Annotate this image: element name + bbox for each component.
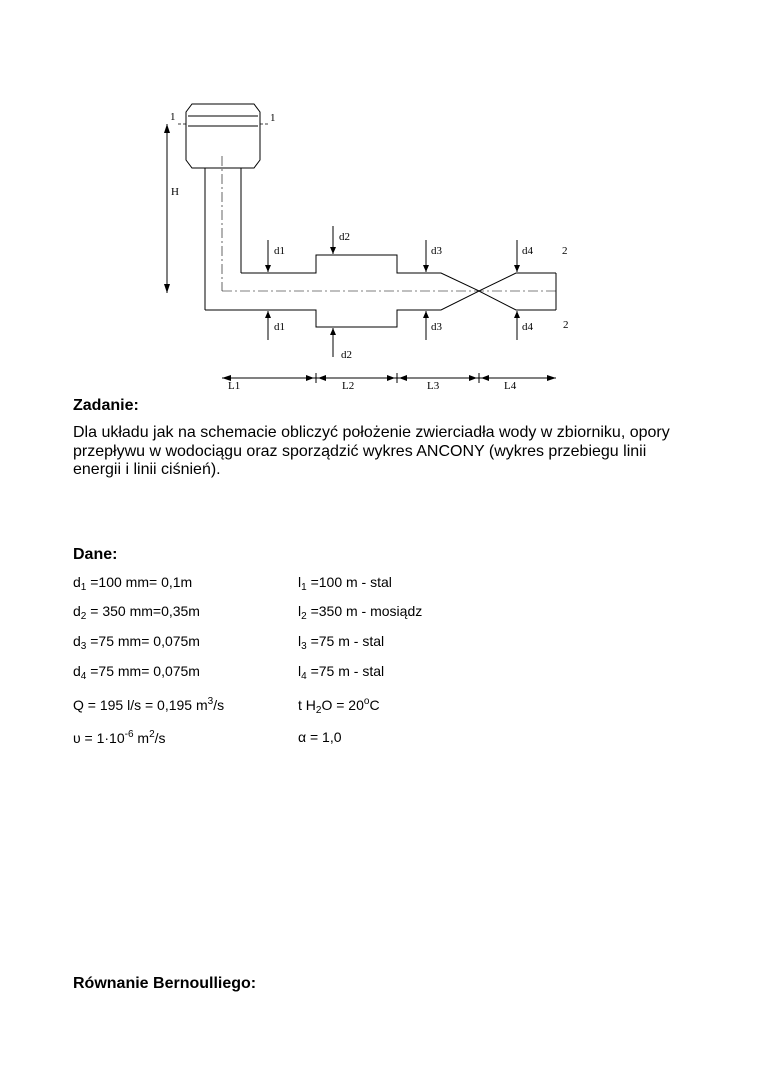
d4-top-label: d4 [522, 245, 533, 257]
pipe-centerline [222, 156, 558, 291]
d4-bottom-label: d4 [522, 321, 533, 333]
pipe-system-diagram [0, 0, 760, 400]
d1-top-label: d1 [274, 245, 285, 257]
height-arrow-top [164, 124, 170, 133]
given-d2: $d_2 = 350$ mm=0,35m [73, 603, 200, 622]
given-d3: $d_3 =75$ mm= 0,075m [73, 633, 200, 652]
section-1-right-label: 1 [270, 112, 276, 124]
d1-bottom-label: d1 [274, 321, 285, 333]
d2-bottom-label: d2 [341, 349, 352, 361]
L4-label: L4 [504, 380, 517, 392]
section-2-bottom-label: 2 [563, 319, 569, 331]
given-d4: $d_4 =75$ mm= 0,075m [73, 663, 200, 682]
diameter-arrows-bottom [268, 311, 517, 357]
height-arrow-bottom [164, 284, 170, 293]
L3-label: L3 [427, 380, 440, 392]
given-l4: $l_4 =75$ m - stal [298, 663, 385, 682]
given-viscosity: $\upsilon = 1\cdot 10^{-6}$ $m^2/s$ [73, 729, 166, 746]
tank [186, 104, 260, 168]
given-alpha: α = 1,0 [298, 729, 342, 745]
given-d1: $d_1 =100$ mm= 0,1m [73, 574, 193, 593]
section-2-top-label: 2 [562, 245, 568, 257]
d2-top-label: d2 [339, 231, 350, 243]
L2-label: L2 [342, 380, 355, 392]
given-l1: $l_1 =100$ m - stal [298, 574, 392, 593]
height-label: H [171, 186, 179, 198]
given-flow: Q = 195 l/s = 0,195 $m^3/s$ [73, 696, 225, 713]
d3-bottom-label: d3 [431, 321, 442, 333]
given-temperature: t $H_2O = 20^oC$ [298, 696, 380, 716]
task-heading: Zadanie: [73, 397, 139, 414]
pipe-outline [205, 168, 556, 327]
given-l2: $l_2 =350$ m - mosiądz [298, 603, 423, 622]
bernoulli-heading: Równanie Bernoulliego: [73, 975, 257, 992]
task-text: Dla układu jak na schemacie obliczyć położenie zwierciadła wody w zbiorniku, opory przepływu w wodociągu oraz sporządzić wykres ANCONY (wykres przebiegu linii energii i linii ciśnień). [73, 424, 670, 478]
given-heading: Dane: [73, 546, 118, 563]
section-1-left-label: 1 [170, 111, 176, 123]
given-l3: $l_3 =75$ m - stal [298, 633, 385, 652]
L1-label: L1 [228, 380, 241, 392]
diameter-arrows-top [268, 226, 517, 272]
d3-top-label: d3 [431, 245, 442, 257]
